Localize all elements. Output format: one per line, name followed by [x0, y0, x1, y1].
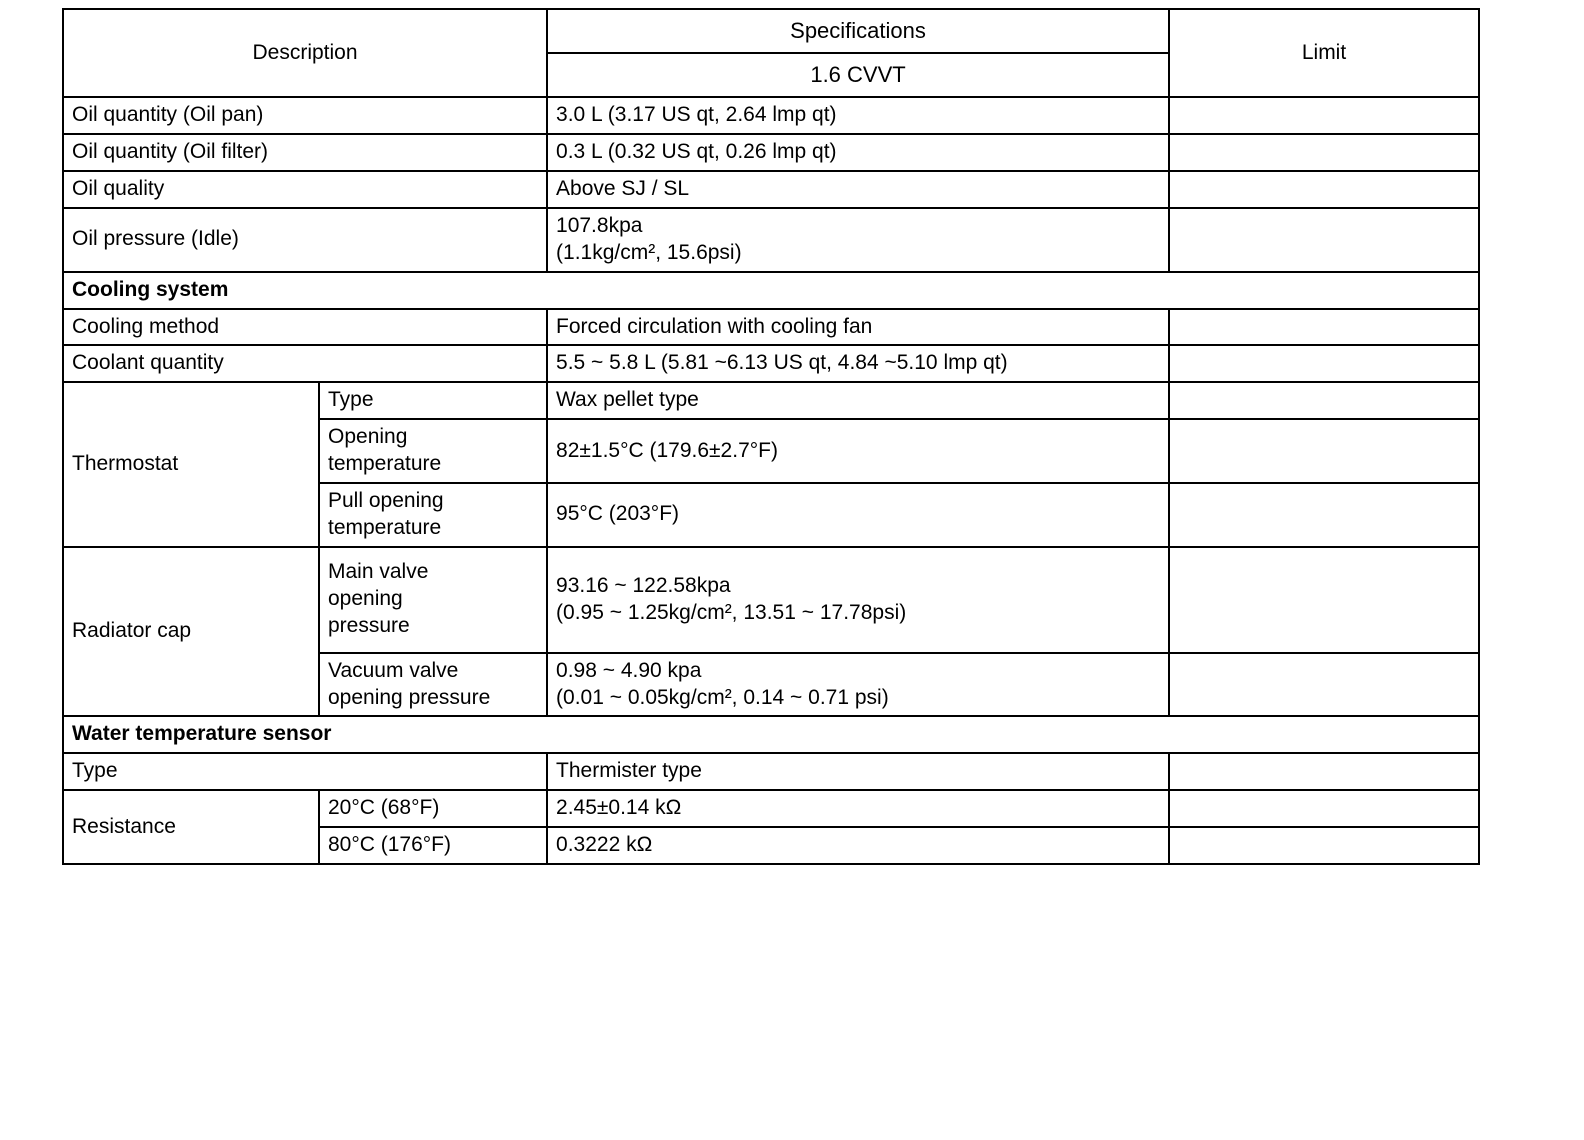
row-limit — [1169, 208, 1479, 272]
row-value: Thermister type — [547, 753, 1169, 790]
section-header-row — [63, 272, 1479, 309]
header-specifications — [547, 9, 1169, 97]
row-limit — [1169, 483, 1479, 547]
row-label: Oil quality — [63, 171, 547, 208]
row-value — [547, 653, 1169, 717]
row-sublabel-line2: temperature — [328, 515, 442, 539]
row-limit — [1169, 547, 1479, 653]
header-specifications-title: Specifications — [548, 10, 1168, 54]
table-row — [63, 790, 1479, 827]
table-row — [63, 547, 1479, 653]
table-row — [63, 345, 1479, 382]
row-value: Wax pellet type — [547, 382, 1169, 419]
row-limit — [1169, 134, 1479, 171]
header-specifications-subtitle: 1.6 CVVT — [810, 62, 906, 88]
table-row — [63, 382, 1479, 419]
row-sublabel: 80°C (176°F) — [319, 827, 547, 864]
row-value-line1: 93.16 ~ 122.58kpa — [556, 573, 731, 597]
row-value: 5.5 ~ 5.8 L (5.81 ~6.13 US qt, 4.84 ~5.10 lmp qt) — [547, 345, 1169, 382]
section-label: Water temperature sensor — [63, 716, 1479, 753]
row-value: 3.0 L (3.17 US qt, 2.64 lmp qt) — [547, 97, 1169, 134]
row-value: 95°C (203°F) — [547, 483, 1169, 547]
row-sublabel — [319, 653, 547, 717]
row-sublabel: 20°C (68°F) — [319, 790, 547, 827]
row-limit — [1169, 309, 1479, 346]
row-value: 0.3222 kΩ — [547, 827, 1169, 864]
row-limit — [1169, 653, 1479, 717]
row-sublabel — [319, 547, 547, 653]
table-row — [63, 753, 1479, 790]
row-limit — [1169, 382, 1479, 419]
row-value-line2: (1.1kg/cm², 15.6psi) — [556, 240, 742, 264]
group-label-radiator-cap: Radiator cap — [63, 547, 319, 717]
row-sublabel-line1: Opening — [328, 425, 408, 449]
row-sublabel-line2: opening — [328, 587, 403, 611]
row-limit — [1169, 753, 1479, 790]
header-description: Description — [63, 9, 547, 97]
row-sublabel-line1: Main valve — [328, 560, 429, 584]
table-row — [63, 134, 1479, 171]
row-limit — [1169, 171, 1479, 208]
header-limit: Limit — [1169, 9, 1479, 97]
row-value — [547, 208, 1169, 272]
table-row — [63, 97, 1479, 134]
row-limit — [1169, 97, 1479, 134]
specification-table-sheet — [62, 8, 1478, 865]
section-label: Cooling system — [63, 272, 1479, 309]
row-sublabel — [319, 419, 547, 483]
row-value-line1: 107.8kpa — [556, 213, 643, 237]
row-limit — [1169, 827, 1479, 864]
group-label-thermostat: Thermostat — [63, 382, 319, 546]
row-sublabel-line1: Pull opening — [328, 488, 444, 512]
row-value: Above SJ / SL — [547, 171, 1169, 208]
row-sublabel-line2: temperature — [328, 452, 442, 476]
row-limit — [1169, 790, 1479, 827]
row-value: 82±1.5°C (179.6±2.7°F) — [547, 419, 1169, 483]
table-row — [63, 171, 1479, 208]
row-sublabel: Type — [319, 382, 547, 419]
row-sublabel-line1: Vacuum valve — [328, 658, 459, 682]
section-header-row — [63, 716, 1479, 753]
row-limit — [1169, 345, 1479, 382]
row-label: Cooling method — [63, 309, 547, 346]
row-value: Forced circulation with cooling fan — [547, 309, 1169, 346]
row-value: 0.3 L (0.32 US qt, 0.26 lmp qt) — [547, 134, 1169, 171]
engine-specification-table — [62, 8, 1480, 865]
row-value-line2: (0.95 ~ 1.25kg/cm², 13.51 ~ 17.78psi) — [556, 600, 907, 624]
row-limit — [1169, 419, 1479, 483]
group-label-resistance: Resistance — [63, 790, 319, 864]
row-label: Oil quantity (Oil filter) — [63, 134, 547, 171]
row-label: Coolant quantity — [63, 345, 547, 382]
row-value-line2: (0.01 ~ 0.05kg/cm², 0.14 ~ 0.71 psi) — [556, 685, 889, 709]
row-label: Type — [63, 753, 547, 790]
row-label: Oil pressure (Idle) — [63, 208, 547, 272]
row-label: Oil quantity (Oil pan) — [63, 97, 547, 134]
table-row — [63, 309, 1479, 346]
table-header-row — [63, 9, 1479, 97]
row-sublabel — [319, 483, 547, 547]
row-sublabel-line3: pressure — [328, 614, 410, 638]
row-value-line1: 0.98 ~ 4.90 kpa — [556, 658, 702, 682]
row-value: 2.45±0.14 kΩ — [547, 790, 1169, 827]
row-sublabel-line2: opening pressure — [328, 685, 491, 709]
table-row — [63, 208, 1479, 272]
row-value — [547, 547, 1169, 653]
